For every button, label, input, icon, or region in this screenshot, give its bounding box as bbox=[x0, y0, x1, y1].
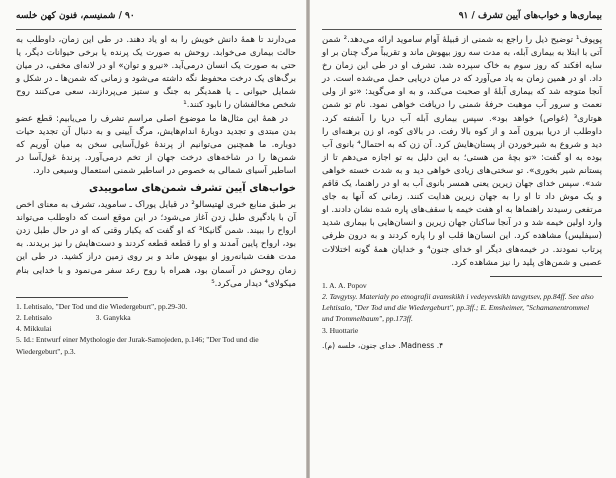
persian-footnote: ۴. Madness. خدای جنون، خلسه (م). bbox=[322, 340, 444, 350]
footnote: 3. Huottarie bbox=[322, 325, 359, 335]
footnote: 4. Mikkulai bbox=[16, 324, 52, 334]
footnote: 5. Id.: Entwurf einer Mythologie der Jurak-Samojeden, p.146; "Der Tod und die Wiedergeburt", p.3. bbox=[16, 335, 259, 356]
right-paragraph-1: پوپوف¹ توضیح ذیل را راجع به شمنی از قبیلهٔ آوام ساموید ارائه می‌دهد.² شمن آتی با ابتلا به بیماری آبله، به مدت سه روز بیهوش ماند و تقریباً مرگ چنان بر او سایه افکند که روز سوم به خاک سپرده شد. تشرف او در طی این زمان رخ داد. او در همین زمان به یاد می‌آورد که در میان دریایی حمل می‌شده است. در آنجا متوجه شد که بیماری آبلهٔ او صحبت می‌کند، و به او می‌گوید: «تو از ولی نعمت و سرور آب موهبت حرفهٔ شمنی را دریافت خواهی نمود. نام تو شمن هوتاری³ (غواص) خواهد بود». سپس بیماری آبله آب دریا را آشفته کرد. داوطلب از دریا بیرون آمد و از کوه بالا رفت. در بالای کوه، او زن برهنه‌ای را دید و شروع به شیرخوردن از پستان‌هایش کرد. آن زن که به احتمال⁴ بانوی آب بوده به او گفت: «تو بچهٔ من هستی؛ به این دلیل به تو اجازه می‌دهم تا از پستانم شیر بخوری». تو سختی‌های زیادی خواهی دید و به شدت خسته خواهی شد». سپس خدای جهان زیرین یعنی همسر بانوی آب به او در راهنما، یک قاقم و یک موش داد تا او را به جهان زیرین هدایت کنند. زمانی که آنها به جای مرتفعی رسیدند راهنماها به او هفت خیمه با سقف‌های پاره شده نشان دادند. او وارد اولین خیمه شد و در آنجا ساکنان جهان زیرین و انسان‌هایی با بیماری شدید (سیفلیس) مشاهده کرد. این انسان‌ها قلب او را پاره کردند و به درون ظرفی پرتاب نمودند. در خیمه‌های دیگر او خدای جنون⁴ و خدایان همهٔ گونه اختلالات عصبی و شمن‌های پلید را نیز مشاهده کرد. bbox=[322, 35, 603, 268]
right-footnotes bbox=[322, 280, 602, 336]
footnote: 1. A. A. Popov bbox=[322, 280, 367, 290]
right-page bbox=[310, 0, 616, 478]
left-paragraph-2: در همهٔ این مثال‌ها ما موضوع اصلی مراسم تشرف را می‌یابیم: قطع عضو بدن مبتدی و تجدید دوبارهٔ اندام‌هایش، مرگ آیینی و به دنبال آن تجدید حیات دوباره. ما همچنین می‌توانیم از پرندهٔ غول‌آسایی سخن به میان آوریم که شمن‌ها را در شاخه‌های درخت جهان از تخم درمی‌آورد. پرندهٔ غول‌آسا در اساطیر آسیای شمالی به خصوص در اساطیر شمنی استعمال وسیعی دارد. bbox=[16, 113, 296, 176]
section-paragraph: بر طبق منابع خبری لهتیسالو² در قبایل یوراک ـ ساموید، تشرف به معنای اخص آن با یادگیری طبل زدن آغاز می‌شود؛ در این موقع است که داوطلب می‌تواند ارواح را ببیند. شمن گانیکا³ که او گفت که یکبار وقتی که او در حال طبل زدن بود، ارواح پایین آمدند و او را قطعه قطعه کردند و دست‌هایش را نیز بریدند. به مدت هفت شبانه‌روز او بیهوش ماند و بر روی زمین دراز کشید. در طی این زمان روحش در آسمان بود، همراه با روح رعد سفر می‌نمود و با خدایی بنام میکولای⁴ دیدار می‌کرد.⁵ bbox=[16, 200, 296, 289]
section-title: خواب‌های آیین تشرف شمن‌های ساموییدی bbox=[89, 183, 296, 195]
left-page bbox=[0, 0, 306, 478]
footnote-divider bbox=[490, 276, 602, 277]
left-paragraph-1: می‌دارند تا همهٔ دانش خویش را به او یاد دهند. در طی این زمان، داوطلب به حالت بیماری می‌خوابد. روحش به صورت یک پرنده یا برخی حیوانات دیگر، یا حتی به صورت یک انسان درمی‌آید. «نیرو و توان» او در لانه‌ای مخفی، در میان برگ‌های یک درخت محفوظ نگه داشته می‌شود و زمانی که شمن‌ها ـ در شکل و شمایل حیوانی ـ یا همدیگر به جنگ و ستیز می‌پردازند، سعی می‌کنند روح شخص مخالفشان را نابود کنند.¹ bbox=[16, 35, 296, 111]
left-page-header: ۹۰ / شمنیسم، فنون کهن خلسه bbox=[16, 0, 296, 30]
footnote: 1. Lehtisalo, "Der Tod und die Wiedergeburt", pp.29-30. bbox=[16, 301, 188, 311]
footnote: 2. Tavgytsy. Materialy po etnografii avamskikh i vedeyevskikh tavgytsev, pp.84ff. See also Lehtisalo, "Der Tod und die Wiedergeburt", pp.3ff.; E. Emsheimer, "Schamanentrommel und Trommelbaum", pp.173ff. bbox=[322, 291, 594, 324]
right-page-header: بیماری‌ها و خواب‌های آیین تشرف / ۹۱ bbox=[322, 0, 602, 30]
footnote-divider bbox=[16, 297, 128, 298]
left-footnotes bbox=[16, 301, 296, 357]
footnote: 2. Lehtisalo 3. Ganykka bbox=[16, 312, 131, 322]
